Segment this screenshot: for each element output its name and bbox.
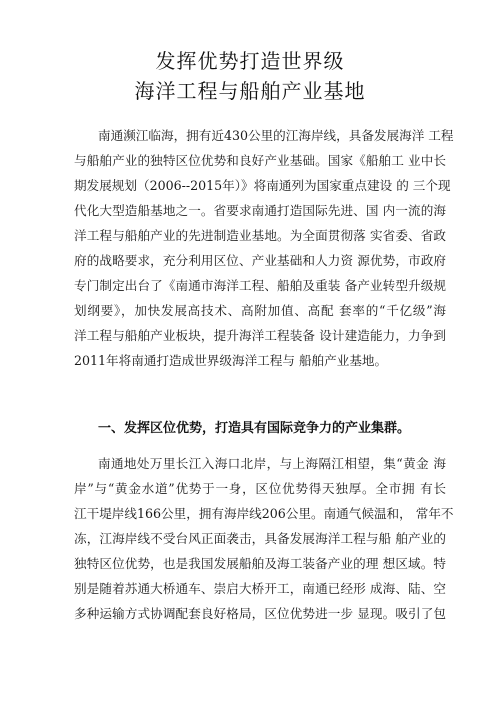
section-paragraph-line: 独特区位优势，也是我国发展船舶及海工装备产业的理 想区域。特 xyxy=(74,556,446,571)
section-paragraph-line: 岸”与“黄金水道”优势于一身，区位优势得天独厚。全市拥 有长 xyxy=(74,481,446,496)
intro-paragraph-line: 洋工程与船舶产业的先进制造业基地。为全面贯彻落 实省委、省政 xyxy=(74,228,446,243)
section-paragraph-line: 南通地处万里长江入海口北岸，与上海隔江相望，集“黄金 海 xyxy=(98,456,446,471)
intro-paragraph-line: 南通濒江临海，拥有近430公里的江海岸线，具备发展海洋 工程 xyxy=(98,128,454,143)
intro-paragraph-line: 划纲要》，加快发展高技术、高附加值、高配 套率的“千亿级”海 xyxy=(74,303,446,318)
section-paragraph-line: 别是随着苏通大桥通车、崇启大桥开工，南通已经形 成海、陆、空 xyxy=(74,581,446,596)
intro-paragraph-line: 2011年将南通打造成世界级海洋工程与 船舶产业基地。 xyxy=(74,353,388,368)
section-heading: 一、发挥区位优势，打造具有国际竞争力的产业集群。 xyxy=(98,421,411,436)
intro-paragraph-line: 专门制定出台了《南通市海洋工程、船舶及重装 备产业转型升级规 xyxy=(74,278,446,293)
section-paragraph-line: 冻，江海岸线不受台风正面袭击，具备发展海洋工程与船 舶产业的 xyxy=(74,531,446,546)
section-paragraph-line: 多种运输方式协调配套良好格局，区位优势进一步 显现。吸引了包 xyxy=(74,606,446,621)
section-paragraph-line: 江干堤岸线166公里，拥有海岸线206公里。南通气候温和， 常年不 xyxy=(74,506,454,521)
intro-paragraph-line: 与船舶产业的独特区位优势和良好产业基础。国家《船舶工 业中长 xyxy=(74,153,446,168)
intro-paragraph-line: 府的战略要求，充分利用区位、产业基础和人力资 源优势，市政府 xyxy=(74,253,446,268)
intro-paragraph-line: 洋工程与船舶产业板块，提升海洋工程装备 设计建造能力，力争到 xyxy=(74,328,446,343)
document-title-line-1: 发挥优势打造世界级 xyxy=(155,49,345,73)
intro-paragraph-line: 代化大型造船基地之一。省要求南通打造国际先进、国 内一流的海 xyxy=(74,203,446,218)
intro-paragraph-line: 期发展规划（2006--2015年）》将南通列为国家重点建设 的 三个现 xyxy=(74,178,451,193)
document-title-line-2: 海洋工程与船舶产业基地 xyxy=(134,79,366,103)
